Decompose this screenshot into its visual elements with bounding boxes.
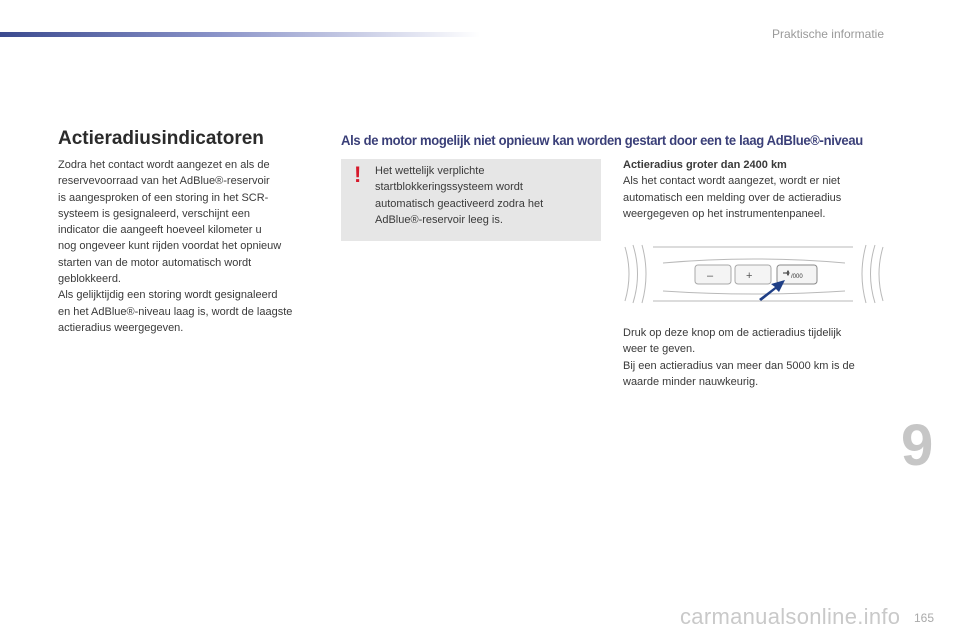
watermark: carmanualsonline.info	[680, 604, 901, 629]
intro-paragraph	[58, 157, 326, 336]
section-label: Praktische informatie	[771, 27, 884, 41]
text-line: Druk op deze knop om de actieradius tijdelijk	[623, 327, 842, 339]
text-line: Zodra het contact wordt aangezet en als de	[58, 159, 270, 171]
text-line: automatisch geactiveerd zodra het	[375, 197, 544, 210]
text-line: indicator die aangeeft hoeveel kilometer u	[58, 224, 262, 237]
text-line: starten van de motor automatisch wordt	[58, 256, 252, 269]
text-line: Als het contact wordt aangezet, wordt er niet	[623, 175, 841, 188]
text-line: nog ongeveer kunt rijden voordat het opnieuw	[58, 240, 282, 253]
page-number: 165	[913, 611, 934, 625]
text-line: is aangesproken of een storing in het SCR-	[58, 191, 269, 204]
warning-box	[341, 159, 601, 241]
plus-button-label: +	[746, 270, 753, 282]
text-line: systeem is gesignaleerd, verschijnt een	[58, 207, 250, 220]
section-title: Actieradiusindicatoren	[58, 128, 264, 149]
text-line: reservevoorraad van het AdBlue®-reservoir	[58, 175, 270, 188]
text-line: weergegeven op het instrumentenpaneel.	[623, 207, 826, 220]
minus-button-label: –	[707, 270, 714, 282]
chapter-number: 9	[901, 413, 934, 478]
text-line: en het AdBlue®-niveau laag is, wordt de laagste	[58, 305, 293, 318]
text-line: geblokkeerd.	[58, 273, 121, 286]
text-line: Het wettelijk verplichte	[375, 165, 485, 177]
button-instructions	[623, 325, 889, 390]
text-line: weer te geven.	[623, 343, 696, 356]
text-line: automatisch een melding over de actieradius	[623, 191, 842, 204]
range-info	[623, 157, 889, 222]
text-line: startblokkeringssysteem wordt	[375, 181, 523, 194]
text-line: Als gelijktijdig een storing wordt gesignaleerd	[58, 289, 278, 302]
header-gradient-bar	[0, 32, 480, 37]
range-subheading: Actieradius groter dan 2400 km	[623, 159, 787, 171]
instrument-panel-illustration	[623, 243, 885, 305]
range-button-label: /000	[791, 274, 803, 280]
text-line: actieradius weergegeven.	[58, 321, 184, 334]
text-line: waarde minder nauwkeurig.	[623, 375, 759, 388]
text-line: AdBlue®-reservoir leeg is.	[375, 213, 503, 226]
text-line: Bij een actieradius van meer dan 5000 km is de	[623, 359, 855, 372]
subsection-title: Als de motor mogelijk niet opnieuw kan worden gestart door een te laag AdBlue®-niveau	[341, 132, 863, 148]
exclamation-icon: !	[354, 162, 362, 187]
warning-text	[375, 163, 590, 228]
